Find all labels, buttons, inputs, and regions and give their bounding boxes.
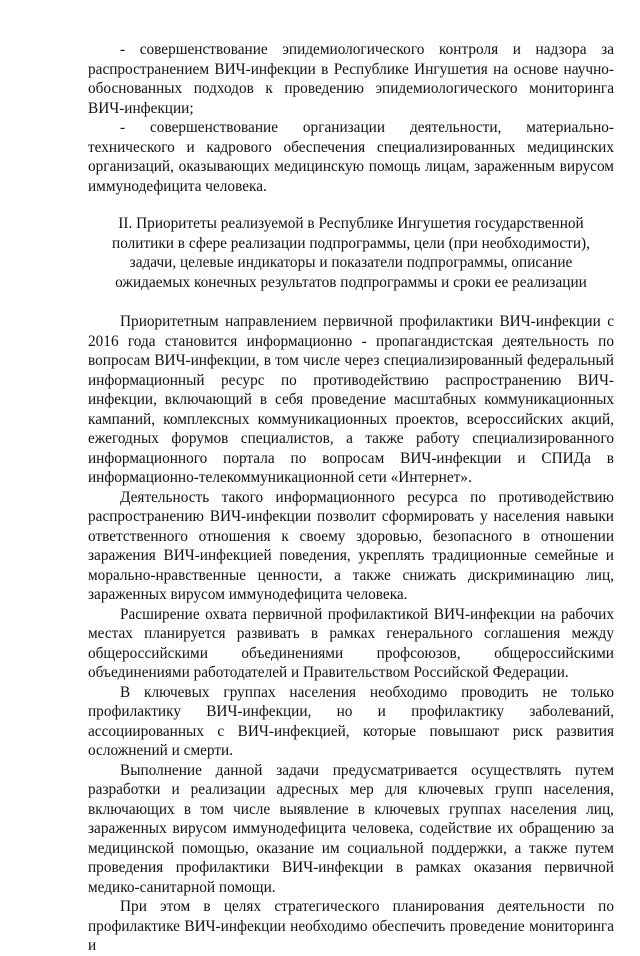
body-paragraph-6: При этом в целях стратегического планирования деятельности по профилактике ВИЧ-инфекции необходимо обеспечить проведение мониторинга и: [88, 898, 614, 954]
body-paragraph-4: В ключевых группах населения необходимо проводить не только профилактику ВИЧ-инфекции, но и профилактику заболеваний, ассоциированных с ВИЧ-инфекцией, которые повышают риск развития осложнений и смерти.: [88, 683, 614, 759]
intro-paragraph-1: - совершенствование эпидемиологического контроля и надзора за распространением ВИЧ-инфекции в Республике Ингушетия на основе научно-обоснованных подходов к проведению эпидемиологического мониторинга ВИЧ-инфекции;: [88, 41, 614, 117]
body-paragraph-2: Деятельность такого информационного ресурса по противодействию распространению ВИЧ-инфекции позволит сформировать у населения навыки ответственного отношения к своему здоровью, безопасного в отношении заражения ВИЧ-инфекцией поведения, укреплять традиционные семейные и морально-нравственные ценности, а также снижать дискриминацию лиц, зараженных вирусом иммунодефицита человека.: [88, 488, 614, 603]
document-page: [88, 40, 614, 956]
body-paragraph-3: Расширение охвата первичной профилактикой ВИЧ-инфекции на рабочих местах планируется развивать в рамках генерального соглашения между общероссийскими объединениями профсоюзов, общероссийскими объединениями работодателей и Правительством Российской Федерации.: [88, 605, 614, 681]
intro-paragraph-2: - совершенствование организации деятельности, материально-технического и кадрового обеспечения специализированных медицинских организаций, оказывающих медицинскую помощь лицам, зараженным вирусом иммунодефицита человека.: [88, 119, 614, 195]
section-heading: II. Приоритеты реализуемой в Республике Ингушетия государственной политики в сфере реализации подпрограммы, цели (при необходимости), задачи, целевые индикаторы и показатели подпрограммы, описание ожидаемых конечных результатов подпрограммы и сроки ее реализации: [112, 215, 590, 291]
body-paragraph-5: Выполнение данной задачи предусматривается осуществлять путем разработки и реализации адресных мер для ключевых групп населения, включающих в том числе выявление в ключевых группах населения лиц, зараженных вирусом иммунодефицита человека, содействие их обращению за медицинской помощью, оказание им социальной поддержки, а также путем проведения профилактики ВИЧ-инфекции в рамках оказания первичной медико-санитарной помощи.: [88, 761, 614, 896]
body-paragraph-1: Приоритетным направлением первичной профилактики ВИЧ-инфекции с 2016 года становится информационно - пропагандистская деятельность по вопросам ВИЧ-инфекции, в том числе через специализированный федеральный информационный ресурс по противодействию распространению ВИЧ-инфекции, включающий в себя проведение масштабных коммуникационных кампаний, комплексных коммуникационных проектов, всероссийских акций, ежегодных форумов специалистов, а также работу специализированного информационного портала по вопросам ВИЧ-инфекции и СПИДа в информационно-телекоммуникационной сети «Интернет».: [88, 313, 614, 486]
